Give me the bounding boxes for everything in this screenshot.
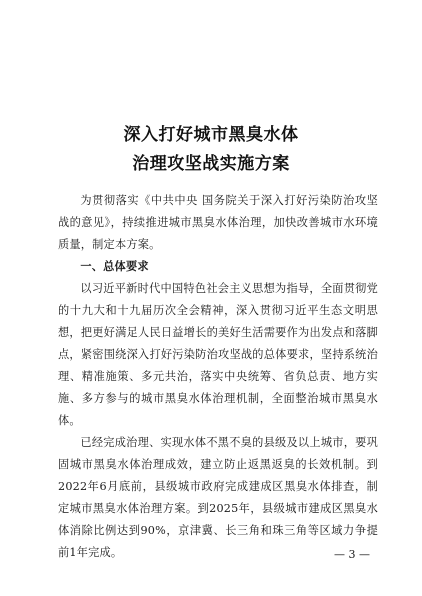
intro-paragraph: 为贯彻落实《中共中央 国务院关于深入打好污染防治攻坚战的意见》，持续推进城市黑臭水体治理，加快改善城市水环境质量，制定本方案。 bbox=[58, 194, 378, 251]
section-1-heading: 一、总体要求 bbox=[80, 260, 149, 273]
title-line-2: 治理攻坚战实施方案 bbox=[132, 154, 290, 174]
intro-block bbox=[58, 190, 378, 256]
title-line-1: 深入打好城市黑臭水体 bbox=[123, 125, 299, 145]
page-number: — 3 — bbox=[334, 548, 370, 561]
section-1-paragraph-1: 以习近平新时代中国特色社会主义思想为指导，全面贯彻党的十九大和十九届历次全会精神，深入贯彻习近平生态文明思想，把更好满足人民日益增长的美好生活需要作为出发点和落脚点，紧密围绕深入打好污染防治攻坚战的总体要求，坚持系统治理、精准施策、多元共治，落实中央统筹、省负总责、地方实施、多方参与的城市黑臭水体治理机制，全面整治城市黑臭水体。 bbox=[58, 282, 378, 427]
section-1 bbox=[58, 256, 378, 564]
section-1-paragraph-2: 已经完成治理、实现水体不黑不臭的县级及以上城市，要巩固城市黑臭水体治理成效，建立防止返黑返臭的长效机制。到2022年6月底前，县级城市政府完成建成区黑臭水体排查，制定城市黑臭水体治理方案。到2025年，县级城市建成区黑臭水体消除比例达到90%，京津冀、长三角和珠三角等区域力争提前1年完成。 bbox=[58, 436, 378, 559]
